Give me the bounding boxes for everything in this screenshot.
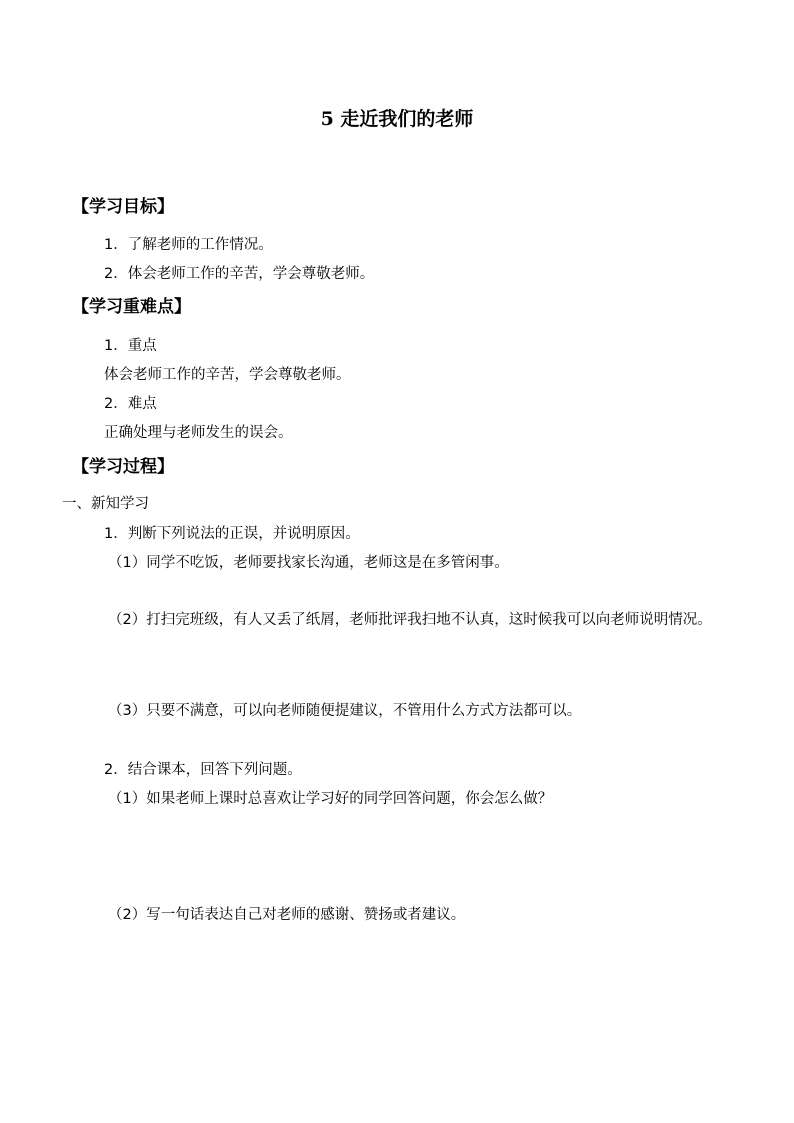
key-point-text-2: 正确处理与老师发生的误会。 xyxy=(104,425,293,441)
question-2-item-1: （1）如果老师上课时总喜欢让学习好的同学回答问题，你会怎么做？ xyxy=(108,791,553,807)
section-heading-process: 【学习过程】 xyxy=(72,457,174,477)
section-heading-key-points: 【学习重难点】 xyxy=(72,297,191,317)
question-1-item-2: （2）打扫完班级，有人又丢了纸屑，老师批评我扫地不认真，这时候我可以向老师说明情况。 xyxy=(108,612,712,628)
page-title: 5 走近我们的老师 xyxy=(320,108,474,130)
goal-item-2: 2．体会老师工作的辛苦，学会尊敬老师。 xyxy=(104,266,375,282)
section-heading-goals: 【学习目标】 xyxy=(72,197,174,217)
key-point-text-1: 体会老师工作的辛苦，学会尊敬老师。 xyxy=(104,367,351,383)
key-point-label-2: 2．难点 xyxy=(104,396,157,412)
goal-item-1: 1．了解老师的工作情况。 xyxy=(104,237,273,253)
question-1: 1．判断下列说法的正误，并说明原因。 xyxy=(104,526,360,542)
process-part-heading: 一、新知学习 xyxy=(62,496,149,512)
question-1-item-1: （1）同学不吃饭，老师要找家长沟通，老师这是在多管闲事。 xyxy=(108,555,509,571)
question-1-item-3: （3）只要不满意，可以向老师随便提建议，不管用什么方式方法都可以。 xyxy=(108,703,582,719)
key-point-label-1: 1．重点 xyxy=(104,338,157,354)
question-2-item-2: （2）写一句话表达自己对老师的感谢、赞扬或者建议。 xyxy=(108,907,466,923)
question-2: 2．结合课本，回答下列问题。 xyxy=(104,762,302,778)
